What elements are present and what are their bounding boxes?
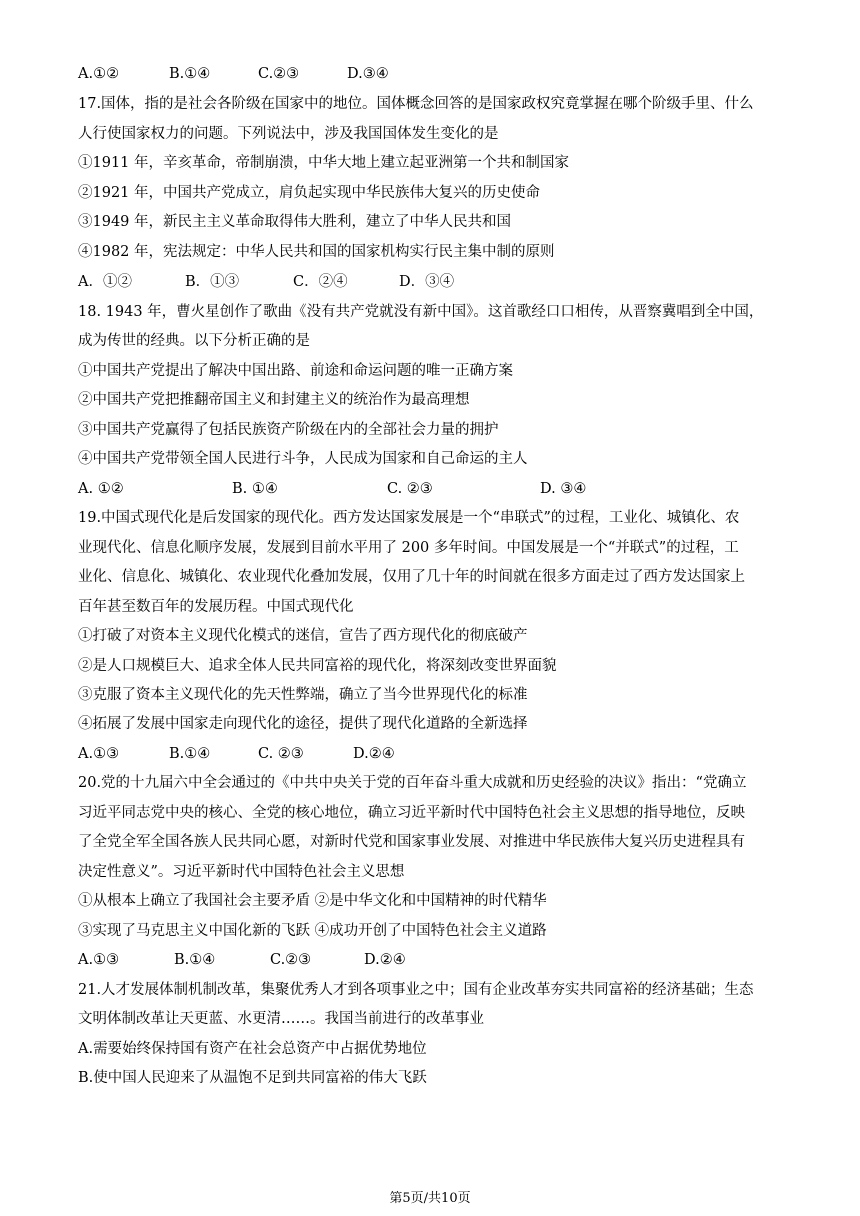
option: B.①④ xyxy=(169,746,211,762)
q18-item: ③中国共产党赢得了包括民族资产阶级在内的全部社会力量的拥护 xyxy=(78,422,499,438)
q20-stem-line: 习近平同志党中央的核心、全党的核心地位，确立习近平新时代中国特色社会主义思想的指导地位，反映 xyxy=(78,805,745,821)
option: A. ①② xyxy=(78,481,124,497)
q20-stem-line: 了全党全军全国各族人民共同心愿，对新时代党和国家事业发展、对推进中华民族伟大复兴历史进程具有 xyxy=(78,834,745,850)
q18-item: ①中国共产党提出了解决中国出路、前途和命运问题的唯一正确方案 xyxy=(78,363,513,379)
q20-stem-line: 20.党的十九届六中全会通过的《中共中央关于党的百年奋斗重大成就和历史经验的决议》指出：“党确立 xyxy=(78,775,747,791)
option: A.①② xyxy=(78,66,120,82)
q21-stem-line: 文明体制改革让天更蓝、水更清……。我国当前进行的改革事业 xyxy=(78,1011,484,1027)
option: C．②④ xyxy=(293,274,348,290)
option: D. ③④ xyxy=(540,481,587,497)
q19-item: ④拓展了发展中国家走向现代化的途径，提供了现代化道路的全新选择 xyxy=(78,716,528,732)
q17-item: ①1911 年，辛亥革命，帝制崩溃，中华大地上建立起亚洲第一个共和制国家 xyxy=(78,155,570,171)
option: B.①④ xyxy=(174,952,216,968)
option: D．③④ xyxy=(399,274,455,290)
option: C.②③ xyxy=(270,952,312,968)
option: B.①④ xyxy=(169,66,211,82)
q17-stem-line: 17.国体，指的是社会各阶级在国家中的地位。国体概念回答的是国家政权究竟掌握在哪个阶级手里、什么 xyxy=(78,96,754,112)
q18-stem-line: 成为传世的经典。以下分析正确的是 xyxy=(78,333,310,349)
q19-item: ②是人口规模巨大、追求全体人民共同富裕的现代化，将深刻改变世界面貌 xyxy=(78,658,557,674)
q19-item: ③克服了资本主义现代化的先天性弊端，确立了当今世界现代化的标准 xyxy=(78,687,528,703)
option: D.②④ xyxy=(353,746,395,762)
q18-item: ④中国共产党带领全国人民进行斗争，人民成为国家和自己命运的主人 xyxy=(78,451,528,467)
q19-stem-line: 业化、信息化、城镇化、农业现代化叠加发展，仅用了几十年的时间就在很多方面走过了西方发达国家上 xyxy=(78,569,745,585)
option: A.①③ xyxy=(78,746,120,762)
q19-stem-line: 19.中国式现代化是后发国家的现代化。西方发达国家发展是一个“串联式”的过程，工业化、城镇化、农 xyxy=(78,510,740,526)
q17-item: ④1982 年，宪法规定：中华人民共和国的国家机构实行民主集中制的原则 xyxy=(78,244,555,260)
page-number: 第5页/共10页 xyxy=(389,1191,471,1206)
option: C. ②③ xyxy=(387,481,433,497)
q21-stem-line: 21.人才发展体制机制改革，集聚优秀人才到各项事业之中；国有企业改革夯实共同富裕的经济基础；生态 xyxy=(78,982,754,998)
q19-stem-line: 业现代化、信息化顺序发展，发展到目前水平用了 200 多年时间。中国发展是一个“并联式”的过程，工 xyxy=(78,540,739,556)
option: A．①② xyxy=(78,274,132,290)
q17-stem-line: 人行使国家权力的问题。下列说法中，涉及我国国体发生变化的是 xyxy=(78,126,499,142)
q17-item: ②1921 年，中国共产党成立，肩负起实现中华民族伟大复兴的历史使命 xyxy=(78,185,541,201)
option: C. ②③ xyxy=(258,746,304,762)
q21-option: A.需要始终保持国有资产在社会总资产中占据优势地位 xyxy=(78,1041,427,1057)
q18-stem-line: 18. 1943 年，曹火星创作了歌曲《没有共产党就没有新中国》。这首歌经口口相传，从晋察冀唱到全中国， xyxy=(78,304,764,320)
q18-item: ②中国共产党把推翻帝国主义和封建主义的统治作为最高理想 xyxy=(78,392,470,408)
q21-option: B.使中国人民迎来了从温饱不足到共同富裕的伟大飞跃 xyxy=(78,1070,427,1086)
option: D.②④ xyxy=(364,952,406,968)
option: C.②③ xyxy=(258,66,300,82)
q20-stem-line: 决定性意义”。习近平新时代中国特色社会主义思想 xyxy=(78,864,405,880)
q20-item: ③实现了马克思主义中国化新的飞跃 ④成功开创了中国特色社会主义道路 xyxy=(78,923,547,939)
option: D.③④ xyxy=(347,66,389,82)
option: B. ①④ xyxy=(232,481,278,497)
option: B．①③ xyxy=(185,274,240,290)
q19-stem-line: 百年甚至数百年的发展历程。中国式现代化 xyxy=(78,599,354,615)
q20-item: ①从根本上确立了我国社会主要矛盾 ②是中华文化和中国精神的时代精华 xyxy=(78,893,547,909)
option: A.①③ xyxy=(78,952,120,968)
q19-item: ①打破了对资本主义现代化模式的迷信，宣告了西方现代化的彻底破产 xyxy=(78,628,528,644)
q17-item: ③1949 年，新民主主义革命取得伟大胜利，建立了中华人民共和国 xyxy=(78,214,512,230)
